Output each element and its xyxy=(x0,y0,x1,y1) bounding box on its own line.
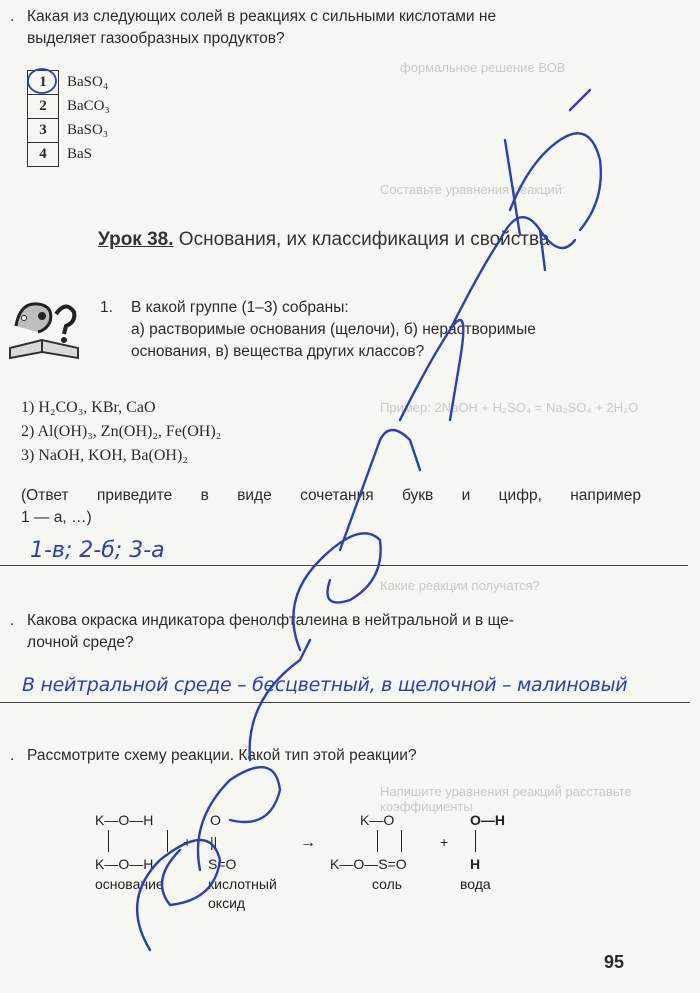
scheme-plus: + xyxy=(183,834,192,850)
label-oxide: оксид xyxy=(208,895,246,911)
prev-question-line: Какая из следующих солей в реакциях с сильными кислотами не xyxy=(27,8,497,25)
q1-group-item: 3) NaOH, KOH, Ba(OH)₂ xyxy=(21,447,188,464)
bleed-text: Напишите уравнения реакций расставьте коэффициенты xyxy=(380,784,632,814)
q1-handwritten-answer: 1-в; 2-б; 3-а xyxy=(30,538,165,563)
option-number: 4 xyxy=(28,143,59,167)
q1-line: основания, в) вещества других классов? xyxy=(131,343,425,360)
q3-marker: . xyxy=(10,747,15,764)
prev-question-marker: . xyxy=(10,8,15,25)
lesson-number: Урок 38. xyxy=(98,229,174,250)
label-oxide: кислотный xyxy=(208,876,277,892)
q1-hint-line: (Ответ приведите в виде сочетания букв и цифр, например xyxy=(21,487,641,504)
scheme-oxide-bottom: S=O xyxy=(208,856,237,872)
q2-line: Какова окраска индикатора фенолфталеина в нейтральной и в ще- xyxy=(27,612,514,629)
option-value: BaS xyxy=(67,146,93,162)
scheme-salt-bottom: K—O—S=O xyxy=(330,856,407,872)
scheme-plus: + xyxy=(440,834,449,850)
label-base: основание xyxy=(95,876,164,892)
q2-line: лочной среде? xyxy=(27,634,134,651)
q2-marker: . xyxy=(10,612,15,629)
label-salt: соль xyxy=(372,876,403,892)
q1-line: а) растворимые основания (щелочи), б) нерастворимые xyxy=(131,321,536,338)
option-number: 3 xyxy=(28,119,59,143)
bleed-text: Составьте уравнения реакций: xyxy=(380,182,566,197)
q2-handwritten-answer: В нейтральной среде – бесцветный, в щелочной – малиновый xyxy=(22,674,628,696)
q1-group-item: 1) H₂CO₃, KBr, CaO xyxy=(21,399,156,416)
bleed-text: Пример: 2NaOH + H₂SO₄ = Na₂SO₄ + 2H₂O xyxy=(380,400,639,415)
option-value: BaSO₃ xyxy=(67,122,109,138)
option-value: BaCO₃ xyxy=(67,98,110,114)
scheme-oxide-top: O xyxy=(210,812,221,828)
scheme-base-top: K—O—H xyxy=(95,812,154,828)
q1-line: В какой группе (1–3) собраны: xyxy=(131,299,349,316)
option-number: 2 xyxy=(28,95,59,119)
scheme-water-bottom: H xyxy=(470,856,481,872)
bleed-text: формальное решение ВОВ xyxy=(400,60,566,75)
scheme-arrow: → xyxy=(300,834,316,851)
prev-question-line: выделяет газообразных продуктов? xyxy=(27,30,285,47)
q3-text: Рассмотрите схему реакции. Какой тип этой реакции? xyxy=(27,747,417,764)
option-value: BaSO₄ xyxy=(67,74,109,90)
scheme-oxide-mid: || xyxy=(210,834,218,850)
scheme-water-top: O—H xyxy=(470,812,505,828)
scheme-salt-top: K—O xyxy=(360,812,395,828)
q1-group-item: 2) Al(OH)₃, Zn(OH)₂, Fe(OH)₂ xyxy=(21,423,222,440)
bleed-text: Какие реакции получатся? xyxy=(380,578,540,593)
q1-hint-line: 1 — а, …) xyxy=(21,509,92,526)
lesson-title: Основания, их классификация и свойства xyxy=(178,229,550,250)
option-number: 1 xyxy=(28,71,59,95)
label-water: вода xyxy=(460,876,491,892)
q1-number: 1. xyxy=(100,299,113,316)
page-number: 95 xyxy=(604,952,625,972)
scheme-base-bottom: K—O—H xyxy=(95,856,154,872)
